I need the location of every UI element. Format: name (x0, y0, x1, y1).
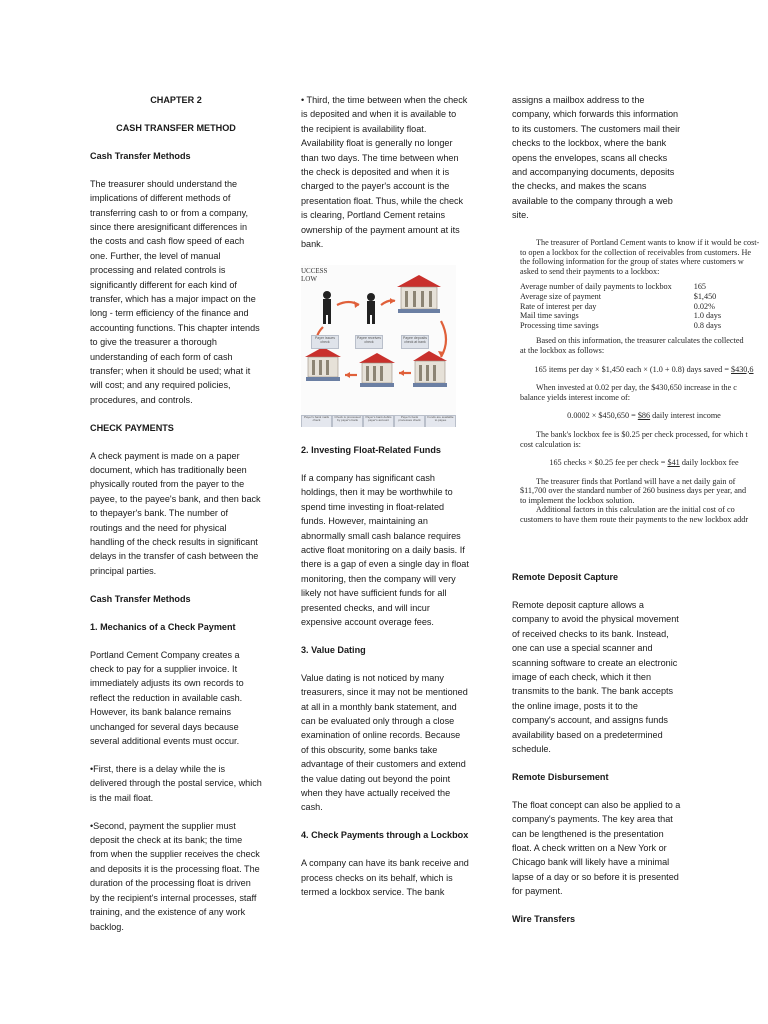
paragraph-intro: The treasurer should understand the implications of different methods of transferring cash to or from a company, since there aresignificant differences in the costs and cash flow speed of each one. Further, the level of manual processing and related controls is significantly different for each kind of transfer, which has a major impact on the long - term efficiency of the finance and accounting functions. This chapter intends to give the treasurer a thorough understanding of each form of cash transfer; when it should be used; what it will cost; and any required policies, procedures, and controls. (90, 178, 260, 405)
excerpt-line: Additional factors in this calculation are the initial cost of co (536, 505, 735, 515)
paragraph-mailbox: assigns a mailbox address to the company, which forwards this information to its customers. The customers mail their checks to the lockbox, where the bank opens the envelopes, scans all checks and accompanying documents, deposits the checks, and makes the scans available to the company through a web site. (512, 95, 681, 221)
excerpt-line: The bank's lockbox fee is $0.25 per check processed, for which t (536, 429, 748, 439)
table-row (520, 311, 721, 321)
caption-bottom-5: Funds are available to payee (425, 415, 456, 427)
check-flow-illustration (301, 265, 456, 427)
table-cell-label: Processing time savings (520, 320, 599, 330)
excerpt-line: The treasurer of Portland Cement wants to know if it would be cost- (536, 238, 760, 247)
heading-wire-transfers: Wire Transfers (512, 914, 576, 925)
excerpt-line: to open a lockbox for the collection of receivables from customers. He (520, 247, 751, 257)
payer-bank-icon (305, 347, 341, 381)
chapter-number: CHAPTER 2 (150, 95, 202, 105)
table-cell-value: 0.8 days (693, 320, 722, 330)
table-cell-value: 165 (693, 282, 707, 292)
paragraph-second: •Second, payment the supplier must deposit the check at its bank; the time from when the supplier receives the check and deposits it is the processing float. The duration of the processing float is driven by the recipient's internal processes, staff training, and the existence of any work backlog. (90, 820, 260, 932)
caption-bottom-3: Payer's bank debits payer's account (363, 415, 394, 427)
equation-text: 165 checks × $0.25 fee per check = (549, 458, 668, 468)
equation-result: $430,6 (731, 364, 754, 374)
excerpt-line: When invested at 0.02 per day, the $430,650 increase in the c (536, 383, 737, 393)
excerpt-line: to implement the lockbox solution. (520, 495, 635, 505)
excerpt-line: the following information for the group of states where customers w (520, 257, 744, 267)
paragraph-check-payment: A check payment is made on a paper document, which has traditionally been physically routed from the payer to the payee, to the payee's bank, and then back to thepayer's bank. The number of routings and the need for physical handling of the check results in significant delays in the transfer of cash between the principal parties. (90, 450, 261, 576)
payer-person-icon (323, 291, 331, 324)
equation-result: $86 (637, 411, 651, 421)
chapter-title: CASH TRANSFER METHOD (116, 122, 236, 133)
equation-collected-funds (520, 365, 768, 375)
column-left (90, 93, 262, 947)
paragraph-third: • Third, the time between when the check is deposited and when it is available to the recipient is availability float. Availability float is generally no longer than two days. The time between when the check is deposited and when it is charged to the payer's account is the presentation float. Thus, while the check is clearing, Portland Cement retains ownership of the payment amount at its bank. (301, 95, 468, 250)
heading-value-dating: 3. Value Dating (301, 644, 366, 655)
column-right (512, 93, 682, 236)
paragraph-value-dating: Value dating is not noticed by many treasurers, since it may not be mentioned at all in a monthly bank statement, and can be evaluated only through a close examination of online records. Because of this obscurity, some banks take advantage of their customers and extend the value dating out beyond the point when they have actually received the cash. (301, 672, 468, 813)
excerpt-line: The treasurer finds that Portland will have a net daily gain of (536, 476, 736, 486)
table-cell-value: 0.02% (693, 301, 715, 311)
table-row (520, 321, 721, 331)
table-cell-label: Average number of daily payments to lockbox (520, 282, 672, 292)
column-middle (301, 93, 469, 913)
caption-payee-deposits: Payee deposits check at bank (401, 335, 429, 349)
excerpt-line: at the lockbox as follows: (520, 345, 605, 355)
excerpt-line: balance yields interest income of: (520, 392, 631, 402)
lockbox-data-table (520, 282, 721, 330)
equation-text: 165 items per day × $1,450 each × (1.0 + 0.8) days saved = (534, 364, 731, 374)
paragraph-remote-deposit: Remote deposit capture allows a company to avoid the physical movement of received checks to its bank. Instead, one can use a special scanner and scanning software to create an electronic image of each check, which it then transmits to the bank. The bank accepts the online image, posts it to the company's account, and assigns funds availability based on a predetermined schedule. (512, 599, 679, 754)
paragraph-remote-disbursement: The float concept can also be applied to a company's payments. The key area that can be lengthened is the presentation float. A check written on a New York or Chicago bank will likely have a minimal lapse of a day or so before it is presented for payment. (512, 799, 681, 897)
paragraph-first: •First, there is a delay while the is delivered through the postal service, which is the mail float. (90, 763, 262, 803)
caption-payer-issues: Payer issues check (311, 335, 339, 349)
table-cell-label: Average size of payment (520, 291, 602, 301)
heading-check-payments: CHECK PAYMENTS (90, 422, 174, 433)
equation-text: daily interest income (650, 411, 721, 421)
excerpt-line: cost calculation is: (520, 439, 581, 449)
equation-interest-income (520, 411, 768, 421)
excerpt-line: $11,700 over the standard number of 260 business days per year, and (520, 486, 747, 496)
table-row (520, 292, 721, 302)
table-cell-value: $1,450 (693, 291, 717, 301)
equation-lockbox-fee (520, 458, 768, 468)
equation-result: $41 (667, 458, 680, 468)
equation-text: 0.0002 × $450,650 = (567, 411, 638, 421)
table-cell-label: Mail time savings (520, 311, 579, 321)
heading-cash-transfer-methods: Cash Transfer Methods (90, 150, 191, 161)
payee-bank-icon (397, 275, 441, 313)
heading-remote-deposit: Remote Deposit Capture (512, 572, 619, 582)
table-cell-label: Rate of interest per day (520, 301, 597, 311)
clearing-bank-icon (359, 353, 395, 387)
excerpt-line: customers to have them route their payments to the new lockbox addr (520, 515, 749, 525)
heading-investing-float: 2. Investing Float-Related Funds (301, 444, 441, 455)
paragraph-investing: If a company has significant cash holdings, then it may be worthwhile to spend time investing in float-related funds. However, maintaining an abnormally small cash balance requires active float monitoring on a daily basis. If there is a gap of even a single day in float monitoring, then the company will very likely not have sufficient funds for all presented checks, and will incur expensive account overage fees. (301, 472, 469, 627)
equation-text: daily lockbox fee (679, 458, 739, 468)
lockbox-example-excerpt (520, 238, 768, 556)
table-row (520, 302, 721, 312)
heading-mechanics: 1. Mechanics of a Check Payment (90, 621, 236, 632)
payee-person-icon (367, 293, 375, 324)
paragraph-portland: Portland Cement Company creates a check to pay for a supplier invoice. It immediately adjusts its own records to reflect the reduction in available cash. However, its bank balance remains unchanged for several days because several additional events must occur. (90, 649, 244, 747)
table-cell-value: 1.0 days (693, 311, 722, 321)
excerpt-line: Based on this information, the treasurer calculates the collected (536, 336, 744, 346)
illustration-logo: UCCESS LOW (301, 266, 328, 283)
table-row (520, 282, 721, 292)
excerpt-line: asked to send their payments to a lockbox: (520, 266, 660, 276)
caption-payee-receives: Payee receives check (355, 335, 383, 349)
caption-bottom-2: Check is processed by payer's bank (332, 415, 363, 427)
heading-lockbox: 4. Check Payments through a Lockbox (301, 830, 469, 841)
heading-remote-disbursement: Remote Disbursement (512, 771, 609, 782)
caption-bottom-1: Payer's bank mails check (301, 415, 332, 427)
caption-bottom-4: Payer's bank processes check (394, 415, 425, 427)
heading-cash-transfer-methods-2: Cash Transfer Methods (90, 593, 191, 604)
column-right-lower (512, 570, 682, 940)
paragraph-lockbox: A company can have its bank receive and process checks on its behalf, which is termed a lockbox service. The bank (301, 858, 469, 898)
